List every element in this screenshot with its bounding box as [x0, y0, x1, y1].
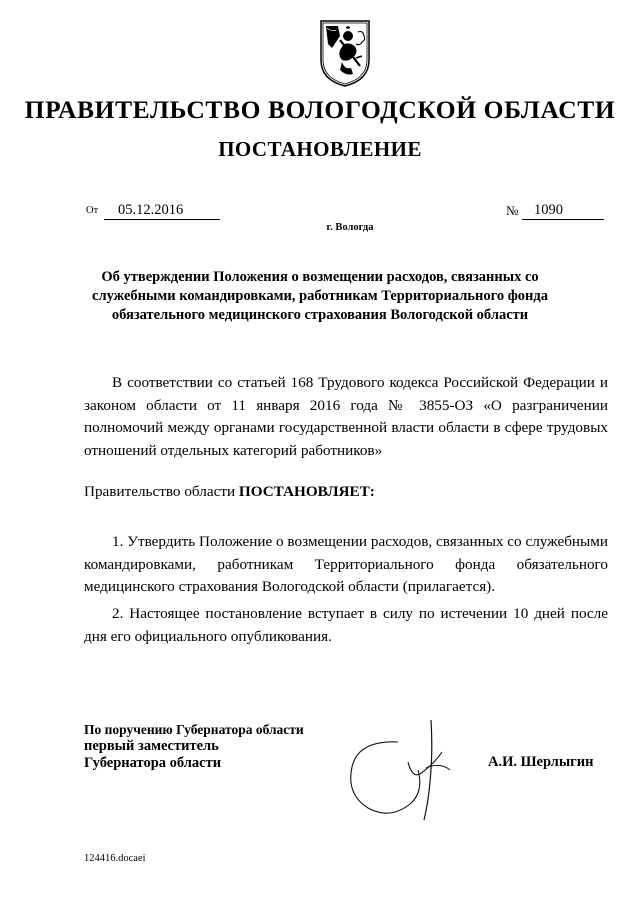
- number-label: №: [506, 203, 519, 218]
- file-code: 124416.docaei: [84, 853, 146, 864]
- signatory-position: [84, 721, 324, 772]
- decree-prefix: Правительство области: [84, 483, 239, 500]
- decree-line: [84, 481, 608, 504]
- document-number: 1090: [522, 201, 604, 220]
- coat-of-arms-icon: [318, 18, 372, 88]
- signatory-name: А.И. Шерлыгин: [488, 754, 594, 770]
- decree-item-1: 1. Утвердить Положение о возмещении расходов, связанных со служебными командировками, работникам Территориального фонда обязательного медицинского страхования Вологодской области (прилагается).: [84, 533, 608, 595]
- signatory-line-2: первый заместитель: [84, 738, 219, 754]
- decree-item-2: 2. Настоящее постановление вступает в силу по истечении 10 дней после дня его официального опубликования.: [84, 605, 608, 645]
- signatory-line-1: По поручению Губернатора области: [84, 722, 304, 737]
- organization-title: ПРАВИТЕЛЬСТВО ВОЛОГОДСКОЙ ОБЛАСТИ: [24, 95, 616, 124]
- signatory-line-3: Губернатора области: [84, 755, 222, 771]
- date-label: От: [86, 205, 99, 216]
- document-subject: Об утверждении Положения о возмещении расходов, связанных со служебными командировками, работникам Территориального фонда обязательного медицинского страхования Вологодской области: [92, 269, 548, 323]
- document-date: 05.12.2016: [104, 201, 220, 220]
- decree-word: ПОСТАНОВЛЯЕТ:: [238, 483, 375, 500]
- handwritten-signature-icon: [338, 712, 458, 827]
- document-type: ПОСТАНОВЛЕНИЕ: [218, 137, 422, 161]
- city-label: г. Вологда: [326, 222, 374, 233]
- preamble-paragraph: В соответствии со статьей 168 Трудового кодекса Российской Федерации и законом области от 11 января 2016 года № 3855-ОЗ «О разграничении полномочий между органами государственной власти области в сфере трудовых отношений отдельных категорий работников»: [84, 374, 608, 459]
- registration-line: [86, 202, 606, 222]
